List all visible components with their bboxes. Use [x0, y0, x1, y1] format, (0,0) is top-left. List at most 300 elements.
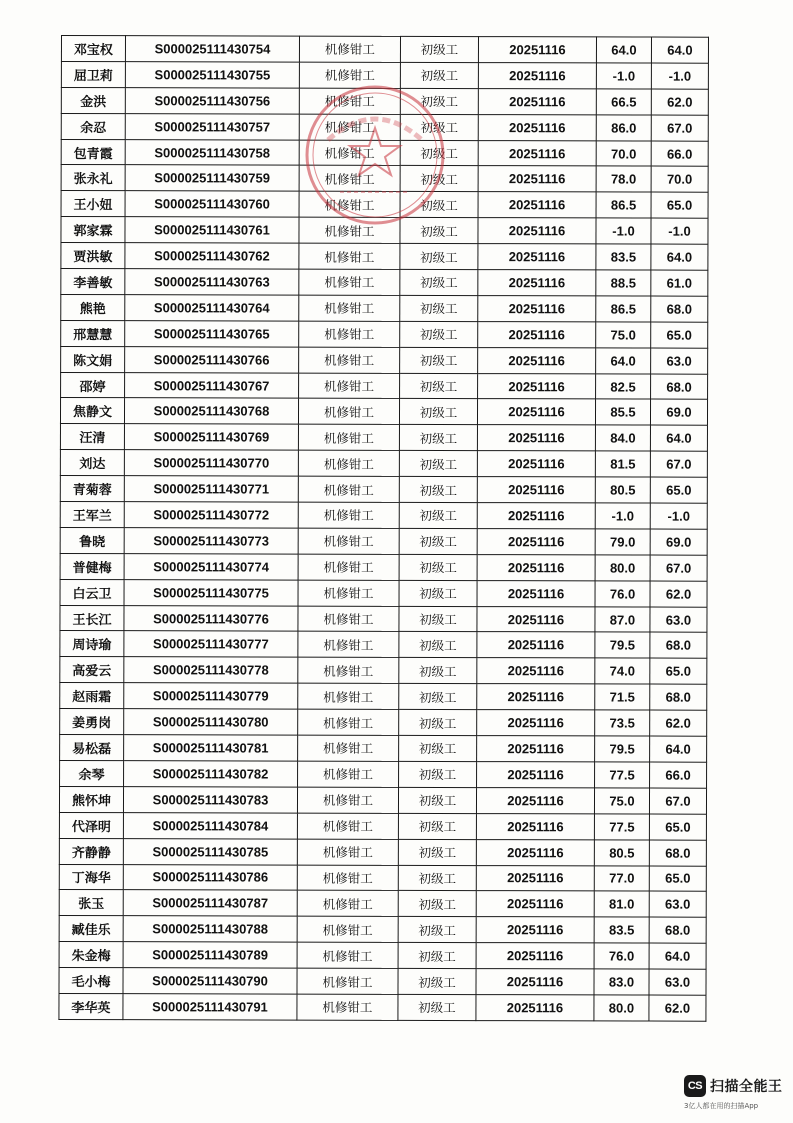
theory-score-cell: 83.5: [596, 244, 651, 270]
candidate-name-cell: 朱金梅: [59, 942, 123, 968]
candidate-name-cell: 齐静静: [59, 838, 123, 864]
table-row: [60, 579, 707, 607]
table-row: [61, 243, 708, 271]
occupation-cell: 机修钳工: [299, 295, 400, 321]
exam-date-cell: 20251116: [476, 865, 594, 891]
skill-level-cell: 初级工: [400, 140, 478, 166]
skill-level-cell: 初级工: [400, 36, 478, 62]
exam-date-cell: 20251116: [478, 114, 596, 140]
skill-level-cell: 初级工: [399, 580, 477, 606]
candidate-name-cell: 郭家霖: [61, 217, 125, 243]
table-row: [59, 993, 706, 1021]
admission-id-cell: S000025111430786: [123, 864, 297, 890]
skill-level-cell: 初级工: [400, 218, 478, 244]
candidate-name-cell: 陈文娟: [61, 346, 125, 372]
exam-date-cell: 20251116: [478, 218, 596, 244]
occupation-cell: 机修钳工: [298, 735, 399, 761]
exam-date-cell: 20251116: [477, 762, 595, 788]
exam-date-cell: 20251116: [478, 62, 596, 88]
exam-date-cell: 20251116: [478, 321, 596, 347]
scores-table-body: [59, 36, 709, 1022]
practical-score-cell: 68.0: [651, 296, 708, 322]
admission-id-cell: S000025111430765: [125, 320, 299, 346]
table-row: [61, 139, 708, 167]
occupation-cell: 机修钳工: [299, 217, 400, 243]
skill-level-cell: 初级工: [399, 761, 477, 787]
practical-score-cell: 68.0: [649, 917, 706, 943]
practical-score-cell: 70.0: [651, 166, 708, 192]
exam-date-cell: 20251116: [476, 813, 594, 839]
candidate-name-cell: 金洪: [61, 87, 125, 113]
admission-id-cell: S000025111430774: [124, 553, 298, 579]
practical-score-cell: 68.0: [650, 633, 707, 659]
occupation-cell: 机修钳工: [299, 347, 400, 373]
table-row: [61, 87, 708, 115]
table-row: [61, 61, 708, 89]
occupation-cell: 机修钳工: [298, 709, 399, 735]
candidate-name-cell: 鲁晓: [60, 527, 124, 553]
exam-date-cell: 20251116: [477, 529, 595, 555]
scanner-watermark: [684, 1075, 784, 1115]
admission-id-cell: S000025111430767: [125, 372, 299, 398]
exam-date-cell: 20251116: [476, 839, 594, 865]
occupation-cell: 机修钳工: [298, 632, 399, 658]
table-row: [59, 786, 706, 814]
practical-score-cell: 63.0: [649, 891, 706, 917]
skill-level-cell: 初级工: [400, 166, 478, 192]
table-row: [60, 735, 707, 763]
occupation-cell: 机修钳工: [299, 140, 400, 166]
theory-score-cell: 64.0: [596, 37, 651, 63]
table-row: [60, 476, 707, 504]
admission-id-cell: S000025111430771: [124, 476, 298, 502]
theory-score-cell: 76.0: [595, 581, 650, 607]
admission-id-cell: S000025111430778: [124, 657, 298, 683]
skill-level-cell: 初级工: [400, 347, 478, 373]
skill-level-cell: 初级工: [399, 425, 477, 451]
theory-score-cell: 87.0: [595, 606, 650, 632]
candidate-name-cell: 余忍: [61, 113, 125, 139]
theory-score-cell: 74.0: [595, 658, 650, 684]
table-row: [61, 320, 708, 348]
table-row: [59, 916, 706, 944]
theory-score-cell: 78.0: [596, 166, 651, 192]
theory-score-cell: 88.5: [596, 270, 651, 296]
admission-id-cell: S000025111430788: [123, 916, 297, 942]
practical-score-cell: 65.0: [651, 322, 708, 348]
occupation-cell: 机修钳工: [299, 321, 400, 347]
candidate-name-cell: 贾洪敏: [61, 243, 125, 269]
candidate-name-cell: 包青霞: [61, 139, 125, 165]
practical-score-cell: 65.0: [650, 658, 707, 684]
admission-id-cell: S000025111430756: [125, 87, 299, 113]
candidate-name-cell: 代泽明: [59, 812, 123, 838]
theory-score-cell: 81.0: [594, 891, 649, 917]
table-row: [60, 657, 707, 685]
exam-date-cell: 20251116: [476, 995, 594, 1021]
admission-id-cell: S000025111430784: [123, 812, 297, 838]
theory-score-cell: 76.0: [594, 943, 649, 969]
skill-level-cell: 初级工: [399, 399, 477, 425]
candidate-name-cell: 张玉: [59, 890, 123, 916]
theory-score-cell: 80.0: [595, 555, 650, 581]
exam-date-cell: 20251116: [478, 270, 596, 296]
table-row: [60, 450, 707, 478]
exam-date-cell: 20251116: [477, 554, 595, 580]
occupation-cell: 机修钳工: [297, 839, 398, 865]
skill-level-cell: 初级工: [399, 502, 477, 528]
exam-date-cell: 20251116: [477, 606, 595, 632]
admission-id-cell: S000025111430777: [124, 631, 298, 657]
exam-date-cell: 20251116: [478, 373, 596, 399]
skill-level-cell: 初级工: [398, 865, 476, 891]
practical-score-cell: 62.0: [651, 89, 708, 115]
occupation-cell: 机修钳工: [297, 994, 398, 1020]
occupation-cell: 机修钳工: [297, 813, 398, 839]
theory-score-cell: -1.0: [595, 503, 650, 529]
practical-score-cell: 65.0: [651, 192, 708, 218]
admission-id-cell: S000025111430762: [125, 243, 299, 269]
practical-score-cell: 64.0: [651, 244, 708, 270]
table-row: [59, 890, 706, 918]
theory-score-cell: 81.5: [595, 451, 650, 477]
candidate-name-cell: 王长江: [60, 605, 124, 631]
exam-date-cell: 20251116: [478, 166, 596, 192]
exam-date-cell: 20251116: [476, 943, 594, 969]
candidate-name-cell: 姜勇岗: [60, 709, 124, 735]
admission-id-cell: S000025111430775: [124, 579, 298, 605]
skill-level-cell: 初级工: [398, 813, 476, 839]
practical-score-cell: 64.0: [651, 37, 708, 63]
occupation-cell: 机修钳工: [299, 191, 400, 217]
candidate-name-cell: 王小妞: [61, 191, 125, 217]
theory-score-cell: 64.0: [596, 348, 651, 374]
table-row: [60, 424, 707, 452]
skill-level-cell: 初级工: [399, 477, 477, 503]
brand-name: 扫描全能王: [710, 1079, 783, 1095]
table-row: [60, 709, 707, 737]
occupation-cell: 机修钳工: [298, 528, 399, 554]
practical-score-cell: -1.0: [651, 218, 708, 244]
exam-date-cell: 20251116: [478, 37, 596, 63]
occupation-cell: 机修钳工: [298, 476, 399, 502]
practical-score-cell: 66.0: [650, 762, 707, 788]
theory-score-cell: 85.5: [595, 399, 650, 425]
admission-id-cell: S000025111430780: [124, 709, 298, 735]
table-row: [59, 864, 706, 892]
theory-score-cell: 77.5: [594, 814, 649, 840]
admission-id-cell: S000025111430783: [123, 786, 297, 812]
admission-id-cell: S000025111430776: [124, 605, 298, 631]
occupation-cell: 机修钳工: [297, 787, 398, 813]
occupation-cell: 机修钳工: [299, 269, 400, 295]
skill-level-cell: 初级工: [399, 710, 477, 736]
exam-date-cell: 20251116: [478, 140, 596, 166]
cs-logo-icon: CS: [684, 1075, 706, 1097]
table-row: [61, 36, 708, 64]
practical-score-cell: 69.0: [650, 529, 707, 555]
practical-score-cell: 67.0: [650, 555, 707, 581]
practical-score-cell: 67.0: [651, 115, 708, 141]
skill-level-cell: 初级工: [399, 684, 477, 710]
exam-date-cell: 20251116: [477, 477, 595, 503]
practical-score-cell: 63.0: [649, 969, 706, 995]
practical-score-cell: 65.0: [649, 814, 706, 840]
practical-score-cell: 69.0: [650, 400, 707, 426]
skill-level-cell: 初级工: [399, 735, 477, 761]
skill-level-cell: 初级工: [399, 528, 477, 554]
admission-id-cell: S000025111430772: [124, 502, 298, 528]
exam-date-cell: 20251116: [478, 295, 596, 321]
occupation-cell: 机修钳工: [298, 502, 399, 528]
theory-score-cell: 79.5: [595, 632, 650, 658]
table-row: [61, 269, 708, 297]
admission-id-cell: S000025111430779: [124, 683, 298, 709]
occupation-cell: 机修钳工: [298, 657, 399, 683]
admission-id-cell: S000025111430764: [125, 295, 299, 321]
candidate-name-cell: 周诗瑜: [60, 631, 124, 657]
admission-id-cell: S000025111430758: [125, 139, 299, 165]
candidate-name-cell: 普健梅: [60, 553, 124, 579]
occupation-cell: 机修钳工: [298, 450, 399, 476]
admission-id-cell: S000025111430773: [124, 528, 298, 554]
admission-id-cell: S000025111430782: [124, 761, 298, 787]
table-row: [59, 942, 706, 970]
admission-id-cell: S000025111430790: [123, 968, 297, 994]
occupation-cell: 机修钳工: [299, 36, 400, 62]
practical-score-cell: 67.0: [650, 451, 707, 477]
candidate-name-cell: 邓宝权: [61, 36, 125, 62]
candidate-name-cell: 张永礼: [61, 165, 125, 191]
practical-score-cell: -1.0: [651, 63, 708, 89]
candidate-name-cell: 邵婷: [61, 372, 125, 398]
theory-score-cell: 80.5: [595, 477, 650, 503]
practical-score-cell: 65.0: [649, 866, 706, 892]
exam-date-cell: 20251116: [477, 580, 595, 606]
theory-score-cell: 77.5: [595, 762, 650, 788]
exam-date-cell: 20251116: [478, 88, 596, 114]
skill-level-cell: 初级工: [400, 269, 478, 295]
practical-score-cell: 62.0: [649, 995, 706, 1021]
table-row: [61, 165, 708, 193]
practical-score-cell: 67.0: [649, 788, 706, 814]
skill-level-cell: 初级工: [400, 62, 478, 88]
candidate-name-cell: 余琴: [60, 760, 124, 786]
table-row: [59, 812, 706, 840]
candidate-name-cell: 赵雨霜: [60, 683, 124, 709]
brand-tagline: 3亿人都在用的扫描App: [684, 1102, 759, 1110]
theory-score-cell: 80.5: [594, 840, 649, 866]
practical-score-cell: 68.0: [651, 374, 708, 400]
exam-date-cell: 20251116: [476, 917, 594, 943]
candidate-name-cell: 王军兰: [60, 502, 124, 528]
exam-date-cell: 20251116: [476, 787, 594, 813]
occupation-cell: 机修钳工: [298, 424, 399, 450]
occupation-cell: 机修钳工: [299, 166, 400, 192]
theory-score-cell: 86.5: [596, 192, 651, 218]
exam-date-cell: 20251116: [477, 399, 595, 425]
table-row: [59, 838, 706, 866]
admission-id-cell: S000025111430791: [123, 994, 297, 1020]
skill-level-cell: 初级工: [398, 787, 476, 813]
skill-level-cell: 初级工: [398, 943, 476, 969]
admission-id-cell: S000025111430785: [123, 838, 297, 864]
occupation-cell: 机修钳工: [299, 114, 400, 140]
theory-score-cell: -1.0: [596, 63, 651, 89]
table-row: [59, 968, 706, 996]
occupation-cell: 机修钳工: [298, 399, 399, 425]
theory-score-cell: -1.0: [596, 218, 651, 244]
skill-level-cell: 初级工: [400, 114, 478, 140]
skill-level-cell: 初级工: [399, 554, 477, 580]
candidate-name-cell: 邢慧慧: [61, 320, 125, 346]
candidate-name-cell: 高爱云: [60, 657, 124, 683]
admission-id-cell: S000025111430760: [125, 191, 299, 217]
skill-level-cell: 初级工: [398, 891, 476, 917]
occupation-cell: 机修钳工: [297, 968, 398, 994]
table-row: [61, 191, 708, 219]
candidate-name-cell: 青菊蓉: [60, 476, 124, 502]
admission-id-cell: S000025111430754: [125, 36, 299, 62]
theory-score-cell: 86.0: [596, 115, 651, 141]
theory-score-cell: 82.5: [596, 373, 651, 399]
skill-level-cell: 初级工: [398, 968, 476, 994]
theory-score-cell: 84.0: [595, 425, 650, 451]
practical-score-cell: 62.0: [650, 710, 707, 736]
practical-score-cell: 64.0: [650, 425, 707, 451]
occupation-cell: 机修钳工: [298, 761, 399, 787]
table-row: [60, 527, 707, 555]
occupation-cell: 机修钳工: [297, 865, 398, 891]
occupation-cell: 机修钳工: [298, 606, 399, 632]
occupation-cell: 机修钳工: [298, 580, 399, 606]
admission-id-cell: S000025111430759: [125, 165, 299, 191]
candidate-name-cell: 焦静文: [60, 398, 124, 424]
candidate-name-cell: 熊怀坤: [59, 786, 123, 812]
theory-score-cell: 80.0: [594, 995, 649, 1021]
exam-date-cell: 20251116: [477, 503, 595, 529]
skill-level-cell: 初级工: [399, 632, 477, 658]
skill-level-cell: 初级工: [399, 606, 477, 632]
skill-level-cell: 初级工: [400, 373, 478, 399]
exam-date-cell: 20251116: [477, 736, 595, 762]
scores-table: [58, 35, 709, 1022]
table-row: [61, 372, 708, 400]
admission-id-cell: S000025111430766: [125, 346, 299, 372]
exam-date-cell: 20251116: [477, 710, 595, 736]
skill-level-cell: 初级工: [398, 917, 476, 943]
practical-score-cell: -1.0: [650, 503, 707, 529]
occupation-cell: 机修钳工: [297, 942, 398, 968]
occupation-cell: 机修钳工: [297, 891, 398, 917]
theory-score-cell: 73.5: [595, 710, 650, 736]
theory-score-cell: 71.5: [595, 684, 650, 710]
practical-score-cell: 64.0: [650, 736, 707, 762]
theory-score-cell: 66.5: [596, 89, 651, 115]
admission-id-cell: S000025111430763: [125, 269, 299, 295]
exam-date-cell: 20251116: [477, 425, 595, 451]
table-row: [60, 605, 707, 633]
table-row: [61, 217, 708, 245]
table-row: [61, 294, 708, 322]
skill-level-cell: 初级工: [400, 192, 478, 218]
occupation-cell: 机修钳工: [299, 62, 400, 88]
practical-score-cell: 61.0: [651, 270, 708, 296]
exam-date-cell: 20251116: [477, 658, 595, 684]
admission-id-cell: S000025111430769: [124, 424, 298, 450]
admission-id-cell: S000025111430781: [124, 735, 298, 761]
admission-id-cell: S000025111430757: [125, 113, 299, 139]
exam-date-cell: 20251116: [478, 192, 596, 218]
occupation-cell: 机修钳工: [298, 683, 399, 709]
occupation-cell: 机修钳工: [298, 554, 399, 580]
candidate-name-cell: 屈卫莉: [61, 61, 125, 87]
admission-id-cell: S000025111430768: [124, 398, 298, 424]
exam-date-cell: 20251116: [476, 969, 594, 995]
candidate-name-cell: 丁海华: [59, 864, 123, 890]
occupation-cell: 机修钳工: [299, 373, 400, 399]
admission-id-cell: S000025111430770: [124, 450, 298, 476]
occupation-cell: 机修钳工: [299, 243, 400, 269]
occupation-cell: 机修钳工: [299, 88, 400, 114]
exam-date-cell: 20251116: [477, 684, 595, 710]
candidate-name-cell: 汪清: [60, 424, 124, 450]
admission-id-cell: S000025111430789: [123, 942, 297, 968]
occupation-cell: 机修钳工: [297, 916, 398, 942]
skill-level-cell: 初级工: [399, 451, 477, 477]
practical-score-cell: 66.0: [651, 141, 708, 167]
table-row: [61, 113, 708, 141]
exam-date-cell: 20251116: [478, 347, 596, 373]
skill-level-cell: 初级工: [400, 321, 478, 347]
table-row: [60, 683, 707, 711]
candidate-name-cell: 刘达: [60, 450, 124, 476]
exam-date-cell: 20251116: [477, 632, 595, 658]
table-row: [60, 760, 707, 788]
skill-level-cell: 初级工: [400, 88, 478, 114]
theory-score-cell: 83.5: [594, 917, 649, 943]
table-row: [60, 631, 707, 659]
table-row: [60, 398, 707, 426]
practical-score-cell: 64.0: [649, 943, 706, 969]
candidate-name-cell: 白云卫: [60, 579, 124, 605]
skill-level-cell: 初级工: [400, 244, 478, 270]
skill-level-cell: 初级工: [400, 295, 478, 321]
theory-score-cell: 70.0: [596, 140, 651, 166]
theory-score-cell: 83.0: [594, 969, 649, 995]
admission-id-cell: S000025111430755: [125, 62, 299, 88]
table-row: [60, 553, 707, 581]
practical-score-cell: 62.0: [650, 581, 707, 607]
theory-score-cell: 77.0: [594, 865, 649, 891]
practical-score-cell: 68.0: [649, 840, 706, 866]
admission-id-cell: S000025111430787: [123, 890, 297, 916]
candidate-name-cell: 臧佳乐: [59, 916, 123, 942]
skill-level-cell: 初级工: [398, 839, 476, 865]
theory-score-cell: 79.5: [595, 736, 650, 762]
candidate-name-cell: 毛小梅: [59, 968, 123, 994]
exam-date-cell: 20251116: [477, 451, 595, 477]
skill-level-cell: 初级工: [399, 658, 477, 684]
skill-level-cell: 初级工: [398, 994, 476, 1020]
candidate-name-cell: 李善敏: [61, 269, 125, 295]
table-row: [61, 346, 708, 374]
practical-score-cell: 63.0: [651, 348, 708, 374]
exam-date-cell: 20251116: [478, 244, 596, 270]
table-row: [60, 502, 707, 530]
theory-score-cell: 86.5: [596, 296, 651, 322]
theory-score-cell: 75.0: [594, 788, 649, 814]
